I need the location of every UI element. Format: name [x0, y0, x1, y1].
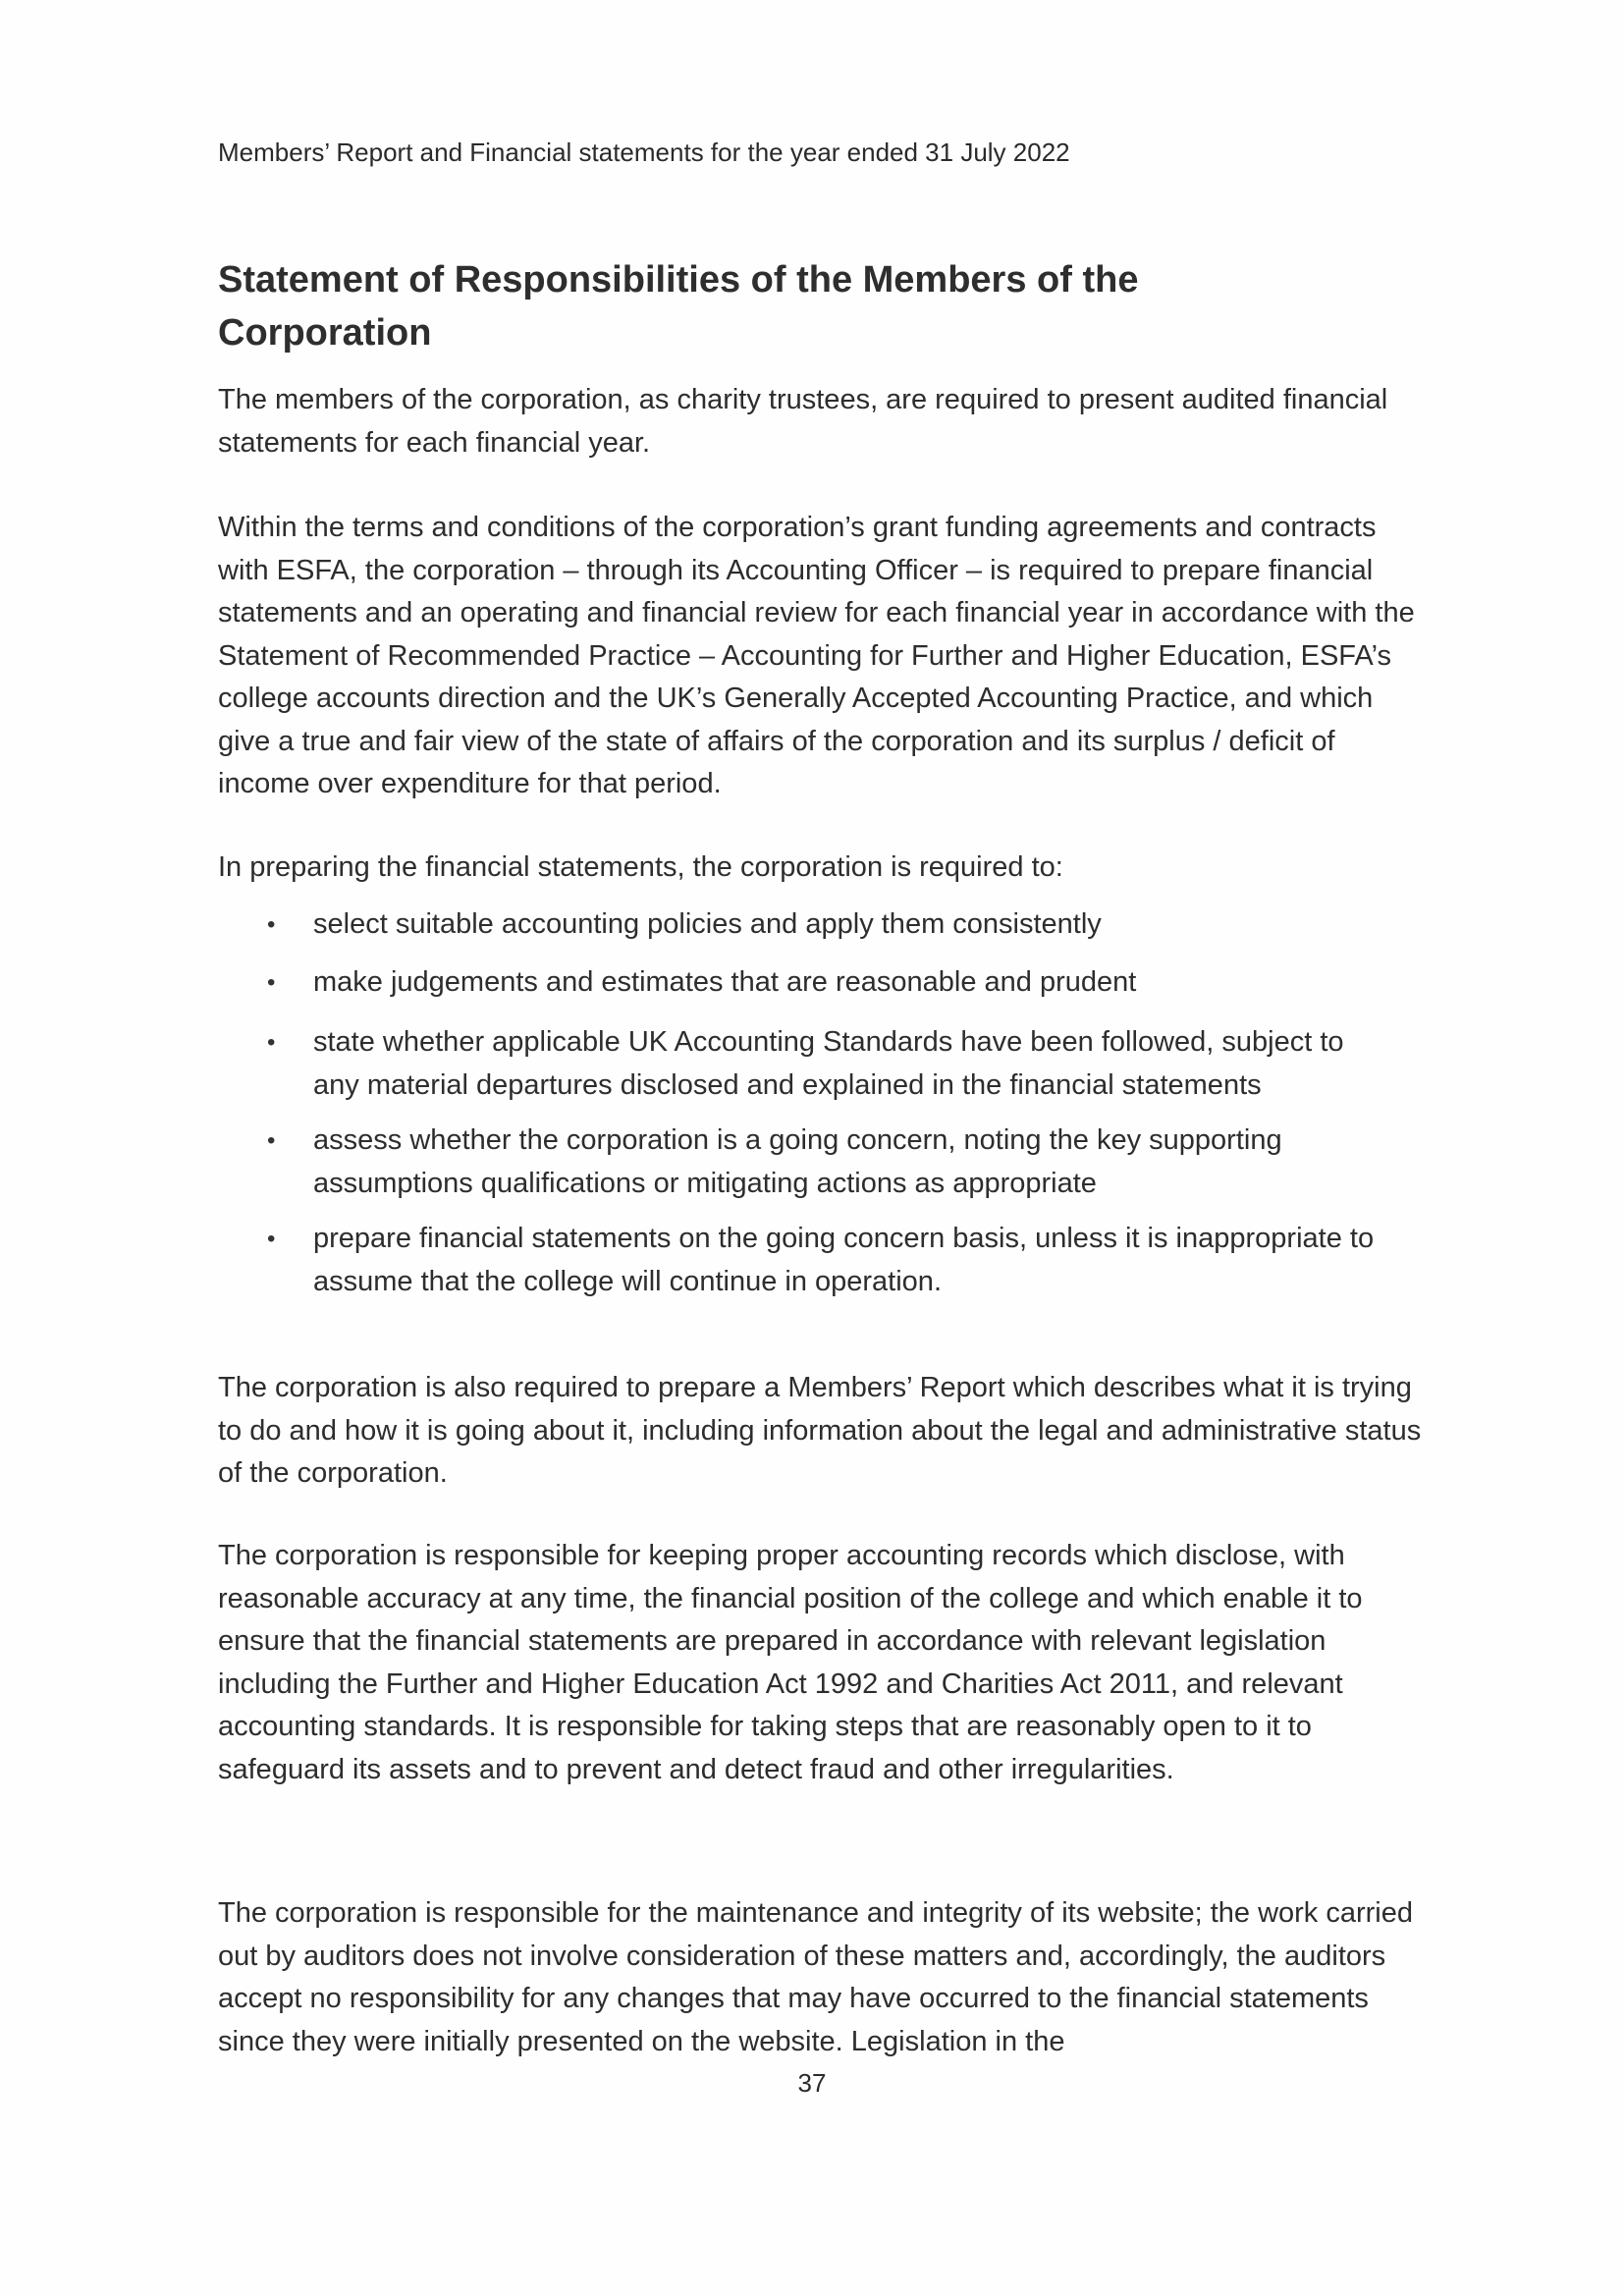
list-item-text: state whether applicable UK Accounting Standards have been followed, subject to any material departures disclosed and explained in the financial statements [313, 1026, 1344, 1101]
list-item-text: select suitable accounting policies and apply them consistently [313, 908, 1102, 940]
list-item-text: assess whether the corporation is a going concern, noting the key supporting assumptions qualifications or mitigating actions as appropriate [313, 1124, 1282, 1199]
page-title: Statement of Responsibilities of the Members of the Corporation [218, 259, 1139, 354]
list-item [218, 1120, 1383, 1205]
bullet-icon: • [267, 1127, 276, 1154]
list-item [218, 903, 1383, 947]
paragraph-preparing: In preparing the financial statements, the corporation is required to: [218, 851, 1063, 883]
paragraph-terms: Within the terms and conditions of the corporation’s grant funding agreements and contracts with ESFA, the corporation – through its Accounting Officer – is required to prepare financial statements and an operating and financial review for each financial year in accordance with the Statement of Recommended Practice – Accounting for Further and Higher Education, ESFA’s college accounts direction and the UK’s Generally Accepted Accounting Practice, and which give a true and fair view of the state of affairs of the corporation and its surplus / deficit of income over expenditure for that period. [218, 512, 1415, 799]
paragraph-intro: The members of the corporation, as charity trustees, are required to present audited financial statements for each financial year. [218, 384, 1388, 459]
paragraph-accounting-records: The corporation is responsible for keeping proper accounting records which disclose, with reasonable accuracy at any time, the financial position of the college and which enable it to ensure that the financial statements are prepared in accordance with relevant legislation including the Further and Higher Education Act 1992 and Charities Act 2011, and relevant accounting standards. It is responsible for taking steps that are reasonably open to it to safeguard its assets and to prevent and detect fraud and other irregularities. [218, 1540, 1363, 1785]
page-number: 37 [797, 2068, 827, 2098]
list-item [218, 1021, 1383, 1107]
bullet-icon: • [267, 1029, 276, 1056]
bullet-icon: • [267, 911, 276, 938]
list-item [218, 961, 1383, 1005]
bullet-icon: • [267, 969, 276, 996]
list-item-text: make judgements and estimates that are reasonable and prudent [313, 966, 1137, 998]
running-header: Members’ Report and Financial statements for the year ended 31 July 2022 [218, 137, 1070, 167]
paragraph-website: The corporation is responsible for the maintenance and integrity of its website; the work carried out by auditors does not involve consideration of these matters and, accordingly, the auditors accept no responsibility for any changes that may have occurred to the financial statements since they were initially presented on the website. Legislation in the [218, 1897, 1414, 2057]
paragraph-members-report: The corporation is also required to prepare a Members’ Report which describes what it is trying to do and how it is going about it, including information about the legal and administrative status of the corporation. [218, 1372, 1422, 1489]
list-item-text: prepare financial statements on the going concern basis, unless it is inappropriate to assume that the college will continue in operation. [313, 1223, 1375, 1297]
bullet-icon: • [267, 1226, 276, 1252]
list-item [218, 1218, 1383, 1303]
